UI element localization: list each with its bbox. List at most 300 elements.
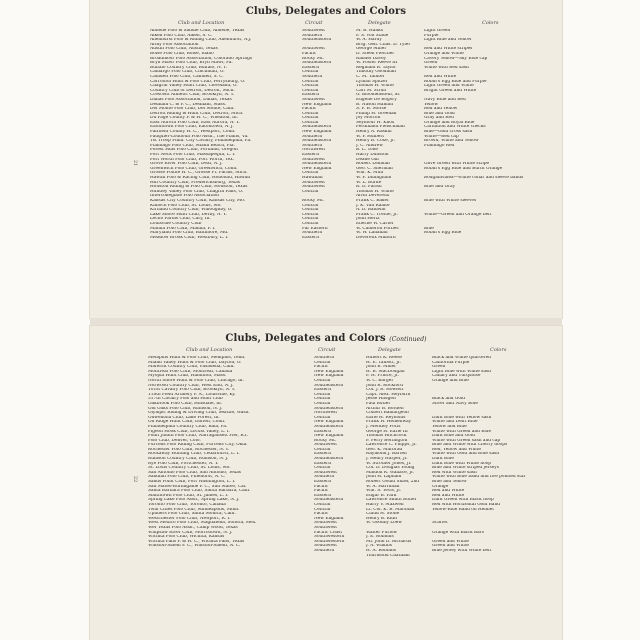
delegate-cell: W. Goodby Loew	[366, 521, 402, 526]
circuit-cell: Southwest	[314, 443, 337, 448]
club-cell: Chagrin Valley Hunt Club, Cleveland, O.	[150, 84, 238, 89]
colors-cell: Blue with White sleeves	[424, 198, 477, 203]
club-cell: Rye Polo Club, Portchester, N. Y.	[148, 461, 219, 466]
delegate-cell: J. E. Robbins	[366, 535, 394, 540]
club-cell: North Shore Hunt & Polo Club, Chicago, Ill.	[148, 378, 244, 383]
delegate-cell: W. Strother Jones, Jr.	[366, 461, 412, 466]
header-colors: Colors	[490, 347, 507, 353]
club-cell: Du Page County P. & H. C., Wheaton, Ill.	[150, 116, 238, 121]
colors-cell: Green and White	[432, 544, 469, 549]
circuit-cell: New England	[314, 369, 344, 374]
delegate-cell: Raymond J. Bartell	[366, 452, 407, 457]
club-cell: Dallas Polo Association, Dallas, Texas	[150, 97, 232, 102]
circuit-cell: Southwestern	[314, 539, 345, 544]
delegate-cell: W. F. Dillingham	[356, 176, 392, 180]
colors-cell: Orange and Royal Blue	[424, 120, 475, 125]
colors-cell: White with Green sash and cap	[432, 438, 501, 443]
delegate-cell: Earle H. Reynolds	[366, 415, 406, 420]
circuit-cell: Southwest	[302, 157, 325, 162]
delegate-cell: Lawrence Smith Butler	[366, 498, 417, 503]
delegate-cell: Randel Davey	[356, 56, 387, 61]
club-table	[90, 356, 562, 558]
club-cell: Detroit Riding & Hunt Club, Detroit, Mich.	[150, 111, 244, 116]
table-row	[90, 554, 562, 559]
club-cell: Camden Polo Club, Camden, S. C.	[150, 74, 224, 79]
club-cell: 101st Cavalry Polo Club, Brooklyn, N. Y.	[148, 388, 236, 393]
club-cell: Old Oaks Polo Club, Rumson, N. J.	[148, 406, 223, 411]
delegate-cell: F. H. Prince, Jr.	[366, 374, 399, 379]
circuit-cell: Southeastern	[314, 498, 344, 503]
club-cell: Manila Polo Club, Manila, P. I.	[150, 226, 216, 231]
club-cell: Del Monte Polo Club, Del Monte, Calif.	[150, 107, 235, 112]
club-cell: Intercollegiate Polo Association	[150, 194, 219, 199]
delegate-cell: Claud H. Stone	[366, 512, 400, 517]
delegate-cell: Lawrence C. Phipps, Jr.	[366, 443, 417, 448]
colors-cell: Blue	[424, 226, 434, 231]
header-circuit: Circuit	[305, 20, 323, 26]
club-cell: Fairfield County H. C., Westport, Conn.	[150, 130, 236, 135]
club-cell: Fort Worth Polo Club, Fort Worth, Tex.	[150, 157, 234, 162]
colors-cell: White—Red cap	[424, 134, 459, 139]
colors-cell: Brown, White and Yellow	[424, 139, 479, 144]
colors-cell: Canary and Turquoise	[432, 374, 481, 379]
club-cell: Midwick Country Club, Pasadena, Calif.	[148, 365, 235, 370]
delegate-cell: Thomas Hitchcock	[366, 434, 407, 439]
delegate-cell: Eugene De Bogory	[356, 97, 397, 102]
delegate-cell: W. A. Hardy	[356, 38, 382, 43]
circuit-cell: Central	[302, 120, 319, 125]
delegate-cell: Deane Gill	[356, 157, 379, 162]
club-cell: St. Louis Country Club, St. Louis, Mo.	[148, 466, 231, 471]
club-cell: Memphis Hunt & Polo Club, Memphis, Tenn.	[148, 356, 246, 360]
header-delegate: Delegate	[378, 347, 401, 353]
colors-cell: Blue and White with Cherry hoops	[432, 443, 508, 448]
club-cell: Grosse Pointe H. C., Grosse Pt. Farms, Mich.	[150, 171, 248, 176]
circuit-cell: Southwestern	[314, 535, 345, 540]
club-cell: Miami Valley Hunt & Polo Club, Dayton, O.	[148, 360, 242, 365]
colors-cell: Silver and Navy Blue	[432, 401, 478, 406]
club-cell: On Ridge Hunt Club, Darien, Conn.	[148, 420, 226, 425]
delegate-cell: Henry B. Coxe, Jr.	[356, 139, 396, 144]
delegate-cell: Robert Lehman	[356, 162, 390, 167]
colors-cell: California Purple	[432, 360, 470, 365]
club-cell: Lake Shore Hunt Club, Derby, N. Y.	[150, 212, 227, 217]
club-cell: 118th Field Artillery P. A., Louisville, Ky.	[148, 392, 236, 397]
club-cell: Greenwich Polo Club, Greenwich, Conn.	[150, 166, 238, 171]
club-cell: Toronto Polo Club, Toronto, Canada	[148, 503, 226, 507]
delegate-cell: Hubert K. Reese	[366, 356, 402, 360]
colors-cell: Red and White	[432, 493, 465, 498]
club-cell: Kinloch Polo Club, St. Louis, Mo.	[150, 203, 222, 208]
colors-cell: Yellow	[424, 102, 439, 107]
circuit-cell: Southwest	[302, 47, 325, 52]
colors-cell: Red and White	[432, 489, 465, 494]
delegate-cell: Frank C. Trefue, Jr.	[356, 212, 398, 217]
delegate-cell: Geo. C. Sherman	[356, 166, 393, 171]
delegate-cell: C. M. Tainter	[356, 74, 385, 79]
club-cell: Wichita Polo Club, Wichita, Kansas	[148, 535, 225, 540]
delegate-cell: Lt. Col. K. B. Marshall	[366, 507, 415, 512]
club-cell: West Mexico Polo Club, Magdalena, Sonora, Mex.	[148, 521, 257, 526]
delegate-cell: W. Foster Reeve III	[356, 61, 398, 66]
delegate-cell: Capt. Alex. Heyburn	[366, 392, 411, 397]
circuit-cell: Central	[302, 221, 319, 226]
colors-cell: Blue and White striped jerseys	[432, 466, 499, 471]
circuit-cell: Central	[302, 217, 319, 222]
circuit-cell: Central	[302, 70, 319, 75]
delegate-cell: Harry Dunston	[356, 153, 389, 158]
circuit-cell: Central	[314, 507, 331, 512]
delegate-cell: Timothy Goodman	[356, 70, 396, 75]
colors-cell: White with Red sash	[424, 65, 469, 70]
delegate-cell: John Hertz	[356, 217, 380, 222]
circuit-cell: New England	[314, 434, 344, 439]
colors-cell: White with Blue band and five pointed star	[432, 475, 526, 480]
colors-cell: Robin's Egg Blue and Burnt Orange	[424, 166, 503, 171]
circuit-cell: Hawaiian	[302, 176, 323, 180]
club-cell: Eatontown Polo Club, Eatontown, N. J.	[150, 125, 234, 130]
colors-cell: Robin's Egg Blue	[424, 231, 462, 236]
circuit-cell: Eastern	[302, 93, 319, 98]
club-cell: Purcells Polo Riding Club, Purcells City, Okla.	[148, 443, 248, 448]
circuit-cell: Eastern	[314, 388, 331, 393]
delegate-cell: H. A. Robbins	[366, 548, 396, 553]
page-gap	[90, 318, 562, 326]
colors-cell: Scarlet	[432, 521, 448, 526]
circuit-cell: Southeastern	[302, 61, 332, 66]
circuit-cell: Eastern	[314, 429, 331, 434]
colors-cell: Red, Yellow and White	[432, 447, 481, 452]
circuit-cell: Central	[302, 88, 319, 93]
circuit-cell: Eastern	[302, 153, 319, 158]
colors-cell: Dark Green with Black hoop	[432, 498, 494, 503]
club-cell: Sands Point Club, Port Washington, L. I.	[148, 480, 236, 485]
circuit-cell: Southwest	[302, 180, 325, 185]
colors-cell: Blue and Yellow	[432, 480, 467, 485]
delegate-cell: Col. J. R. Howlett	[366, 388, 404, 393]
colors-cell: Flamingo Red	[424, 143, 455, 148]
club-cell: Country Club of Detroit, Detroit, Mich.	[150, 88, 235, 93]
circuit-cell: Central	[302, 189, 319, 194]
circuit-cell: Southern	[302, 134, 323, 139]
club-cell: Huntley Valley Polo Club, Chagrin Falls, O.	[150, 189, 244, 194]
delegate-cell: Colbert Baillargeon	[366, 411, 409, 416]
circuit-cell: Southeastern	[314, 406, 344, 411]
circuit-cell: Pacific	[302, 107, 317, 112]
club-cell: Santa Barbara Polo Club, Santa Barbara, Calif.	[148, 489, 251, 494]
delegate-cell: John B. Miller	[366, 365, 397, 370]
table-row	[90, 236, 562, 241]
colors-cell: Olive Green with White stripe	[424, 162, 490, 167]
circuit-cell: Rocky Mt.	[302, 56, 325, 61]
club-cell: Carrolton Hunt & Polo Club, Perrysburg, O.	[150, 79, 246, 84]
delegate-cell: Devereux Milburn	[356, 235, 396, 240]
delegate-cell: Seymour H. Knox	[356, 120, 395, 125]
club-cell: Hawaii Polo & Racing Club, Honolulu, Hawaii	[150, 176, 250, 180]
delegate-cell: Edgar B. Park	[366, 493, 397, 498]
circuit-cell: Southeastern	[302, 38, 332, 43]
page-number: 21	[132, 159, 139, 167]
colors-cell: Yellow-Blue Band on Helmet	[432, 507, 495, 512]
delegate-cell: Col. D. Douglas Young	[366, 466, 415, 471]
circuit-cell: Eastern	[314, 452, 331, 457]
colors-cell: Red and White stripes	[424, 47, 473, 52]
delegate-cell: Joy Morton	[356, 116, 381, 121]
club-cell: Forest Hills Polo Club, Portland, Oregon	[150, 148, 238, 153]
club-cell: Spring Lake Polo Assn., Spring Lake, N. J.	[148, 498, 240, 503]
club-cell: Fauquier-Loudoun Polo Assn., The Plains, Va.	[150, 134, 249, 139]
delegate-cell: W. C. Barger	[366, 378, 394, 383]
delegate-cell: Lyman Spitzer	[356, 79, 388, 84]
colors-cell: Purple	[424, 33, 439, 38]
club-cell: Crescent Athletic Club, Brooklyn, N. Y.	[150, 93, 235, 98]
colors-cell: Orange	[432, 484, 449, 489]
delegate-cell: Walter Furlow	[366, 530, 398, 535]
delegate-cell: George Miller	[356, 47, 387, 52]
club-cell: Houston Riding & Polo Club, Houston, Texas	[150, 185, 248, 190]
club-cell: Whipsaw River Club, Morristown, N. J.	[148, 530, 233, 535]
circuit-cell: Northwest	[302, 148, 326, 153]
page-subtitle: (Continued)	[389, 336, 427, 343]
colors-cell: Blue and Gold	[424, 111, 455, 116]
colors-cell: Red and White	[424, 74, 457, 79]
club-cell: Lecho Farms Club, Cary, Ill.	[150, 217, 211, 222]
delegate-cell: Alvin Devereux	[356, 194, 390, 199]
club-cell: Austin Polo Club, Austin, Texas	[150, 47, 218, 52]
colors-cell: Carnation and White checks	[424, 125, 486, 130]
circuit-cell: Southern	[302, 74, 323, 79]
circuit-cell: Eastern	[302, 65, 319, 70]
club-cell: Rockaway Hunting Club, Cedarhurst, L. I.	[148, 452, 240, 457]
delegate-cell: M. B. Hanks	[356, 29, 383, 33]
colors-cell: Green	[424, 61, 438, 66]
delegate-cell: John H. Lapham	[366, 475, 402, 480]
circuit-cell: Southern	[314, 475, 335, 480]
colors-cell: Navy Blue and Red	[424, 97, 466, 102]
colors-cell: Cavery Yellow—Sky Blue cap	[424, 56, 488, 61]
colors-cell: Light Blue and Yellow	[424, 38, 472, 43]
circuit-cell: New England	[302, 130, 332, 135]
colors-cell: Robin's Egg Blue and Purple	[424, 79, 487, 84]
column-headers	[90, 347, 562, 355]
circuit-cell: Southern	[302, 231, 323, 236]
colors-cell: Blue jersey with White belt	[432, 548, 492, 553]
colors-cell: Black and White quartered	[432, 356, 491, 360]
circuit-cell: Central	[314, 397, 331, 402]
colors-cell: Red and Yellow	[424, 107, 458, 112]
club-cell: Aiken Polo Club, Aiken, S. C.	[150, 33, 213, 38]
club-cell: Westchester Polo Club, Newport, R. I.	[148, 516, 231, 521]
delegate-cell: Frank H. Hemenway	[366, 420, 412, 425]
delegate-cell: H. B. MacDougall	[366, 369, 405, 374]
delegate-cell: Thurmond Chatham	[366, 553, 410, 558]
club-cell: Kirtland Country Club, Willoughby, O.	[150, 208, 233, 213]
club-cell: Rumson Country Club, Rumson, N. J.	[148, 457, 229, 462]
club-cell: Maryland Polo Club, Baltimore, Md.	[150, 231, 229, 236]
delegate-cell: F. Perry Berlington	[366, 438, 408, 443]
club-cell: Montreal Polo Club, Montreal, Canada	[148, 369, 233, 374]
circuit-cell: Pacific	[314, 365, 329, 370]
circuit-cell: Southern	[314, 356, 335, 360]
delegate-cell: J. C. Andrew	[356, 143, 383, 148]
delegate-cell: B. Nason Hamlin	[356, 102, 394, 107]
top-page	[90, 0, 562, 318]
club-cell: Onwentsia Club, Lake Forest, Ill.	[148, 415, 220, 420]
circuit-cell: Central	[302, 116, 319, 121]
club-cell: Rochester Polo Club, Rochester, N. Y.	[148, 447, 230, 452]
circuit-cell: Eastern	[314, 461, 331, 466]
colors-cell: White with Gold and Blue sash	[432, 452, 500, 457]
delegate-cell: Brig. Gen. Chas. D. Tyler	[356, 42, 411, 47]
circuit-cell: Pacific	[314, 484, 329, 489]
circuit-cell: Central	[314, 360, 331, 365]
club-cell: Army Polo Association	[150, 42, 199, 47]
delegate-cell: W. P. Hulbert	[356, 134, 385, 139]
circuit-cell: Southwest	[302, 185, 325, 190]
colors-cell: White—Green and Orange belt	[424, 212, 492, 217]
delegate-cell: Ellerbe W. Carter	[356, 221, 394, 226]
club-cell: Smithtown Polo Club, St. James, L. I.	[148, 493, 229, 498]
circuit-cell: Eastern	[314, 493, 331, 498]
delegate-cell: Arthur B. Borden	[366, 406, 404, 411]
delegate-cell: D. Steen Fletcher	[356, 51, 395, 56]
colors-cell: Green	[432, 365, 446, 370]
delegate-cell: R. D. Parish	[356, 185, 382, 190]
colors-cell: Dark Blue with Yellow sash	[432, 415, 492, 420]
circuit-cell: New England	[302, 102, 332, 107]
club-cell: Kansas City Country Club, Kansas City, Mo.	[150, 198, 246, 203]
circuit-cell: Southwest	[302, 97, 325, 102]
page-title-text: Clubs, Delegates and Colors	[225, 333, 386, 344]
colors-cell: Yellow and Blue	[432, 424, 467, 429]
circuit-cell: Rocky Mt.	[314, 438, 337, 443]
delegate-cell: Phillip H. Greenan	[356, 111, 397, 116]
colors-cell: Orange and White	[424, 51, 464, 56]
club-cell: Fort Neck Polo Club, Massapequa, L. I.	[150, 153, 236, 158]
colors-cell: Dark Blue with White hoop	[432, 461, 492, 466]
club-cell: Allenhurst Polo & Riding Club, Allenhurst, N.J.	[150, 38, 252, 43]
delegate-cell: J. K. Van Raalte	[356, 203, 390, 208]
delegate-cell: W. L. Burke	[356, 180, 382, 185]
colors-cell: Green and White	[432, 539, 469, 544]
colors-cell: Blue and Gray	[424, 185, 456, 190]
circuit-cell: Central	[302, 208, 319, 213]
club-cell: 1st Troop Phila. City Cavalry, Philadelphia, Pa.	[150, 139, 252, 144]
colors-cell: Orange with Black Bars	[432, 530, 484, 535]
club-cell: Broadmoor Polo Association, Colorado Springs	[150, 56, 253, 61]
delegate-cell: Geo. K. Marbrad	[366, 447, 403, 452]
delegate-cell: Mr. John D. Richards	[366, 539, 412, 544]
circuit-cell: Central	[302, 203, 319, 208]
club-cell: Sandhill Polo Club, Pinehurst, N. C.	[148, 475, 226, 480]
club-cell: Wichita Falls P. & H. C., Wichita Falls, Texas	[148, 539, 245, 544]
circuit-cell: Southwest	[314, 521, 337, 526]
delegate-cell: Wm. S. Tevis, Jr.	[366, 489, 402, 494]
delegate-cell: Robert Gould Shaw, 2nd	[366, 480, 419, 485]
circuit-cell: Rocky Mt.	[302, 198, 325, 203]
delegate-cell: Frank C. Baker	[356, 198, 390, 203]
header-circuit: Circuit	[318, 347, 336, 353]
club-cell: Upllders Polo Club, Santa Monica, Calif.	[148, 512, 236, 517]
page-number: 22	[132, 475, 139, 483]
delegate-cell: W. W. Lanahan	[356, 231, 388, 236]
delegate-cell: S. F. B. Morse	[356, 107, 387, 112]
circuit-cell: Central	[314, 392, 331, 397]
circuit-cell: New England	[314, 516, 344, 521]
delegate-cell: G. Bloomenstein, Sr.	[356, 93, 401, 98]
circuit-cell: New England	[314, 420, 344, 425]
club-cell: Winston-Salem P. C., Winston-Salem, N. C.	[148, 544, 241, 549]
circuit-cell: Central	[314, 415, 331, 420]
circuit-cell: Southeastern	[302, 125, 332, 130]
circuit-cell: Southwest	[314, 544, 337, 549]
club-cell: Boise Polo Club, Boise, Idaho	[150, 51, 214, 56]
club-cell: Camargo Polo Club, Cincinnati, O.	[150, 70, 225, 75]
delegate-cell: Ferdinand Fleischman	[356, 125, 405, 130]
club-cell: Philadelphia Country Club, Bala, Pa.	[148, 424, 228, 429]
delegate-cell: Thomas H. White	[356, 189, 394, 194]
circuit-cell: Northwest	[314, 411, 338, 416]
circuit-cell: Southern	[302, 143, 323, 148]
delegate-cell: John R. Rockford	[366, 383, 403, 388]
page-title: Clubs, Delegates and Colors	[245, 6, 407, 17]
colors-cell: Blue—Gold cross sash	[424, 130, 473, 135]
delegate-cell: Jesse Haugen	[366, 397, 396, 402]
circuit-cell: Central	[302, 212, 319, 217]
colors-cell: Light Blue with White sash	[432, 369, 491, 374]
circuit-cell: New England	[314, 374, 344, 379]
colors-cell: Red with White sash	[432, 470, 477, 475]
club-cell: Louisville Country Club	[150, 221, 202, 226]
club-cell: Pigeon Hook Club, Locust Valley, L. I.	[148, 429, 230, 434]
colors-cell: Bougainvillea—White collar and sleeve bands	[424, 176, 524, 180]
circuit-cell: Central	[314, 503, 331, 507]
circuit-cell: Southeastern	[314, 457, 344, 462]
club-cell: Olympic Riding & Driving Club, Seattle, Wash.	[148, 411, 250, 416]
delegate-cell: J. Merkley Potts	[366, 424, 401, 429]
delegate-cell: Henry A. Raskin	[356, 130, 392, 135]
delegate-cell: W. A. Harriman	[366, 484, 400, 489]
club-cell: Norwood Country Club, West End, N. J.	[148, 383, 234, 388]
circuit-cell: Southwest	[314, 525, 337, 530]
delegate-cell: J. Henry Harper, Jr.	[366, 457, 408, 462]
delegate-cell: J. A. Wilkins	[366, 544, 392, 549]
club-cell: Grove River Polo Club, Deal, N. J.	[150, 162, 223, 167]
delegate-cell: Paul Butler	[366, 401, 391, 406]
club-cell: Oakbrook Polo Club, Hinsdale, Ill.	[148, 401, 223, 406]
circuit-cell: Southern	[302, 33, 323, 38]
colors-cell: Light Green	[424, 29, 451, 33]
bottom-page	[90, 326, 562, 640]
circuit-cell: Southeastern	[302, 139, 332, 144]
delegate-cell: Thomas H. White	[356, 84, 394, 89]
circuit-cell: Southeastern	[302, 162, 332, 167]
club-cell: Abilene Polo & Saddle Club, Abilene, Texas	[150, 29, 245, 33]
circuit-cell: Eastern	[314, 480, 331, 485]
club-cell: San Mateo-Burlingame P. C., San Mateo, Cal.	[148, 484, 247, 489]
colors-cell: Gray and Red	[424, 116, 454, 121]
delegate-cell: George H. Earle III	[366, 429, 408, 434]
circuit-cell: Central	[314, 466, 331, 471]
column-headers	[90, 20, 562, 28]
header-delegate: Delegate	[368, 20, 391, 26]
delegate-cell: H. E. Talbott, Jr.	[366, 360, 402, 365]
club-cell: Flamingo Polo Club, Miami Beach, Fla.	[150, 143, 235, 148]
delegate-cell: Reginald B. Taylor	[356, 65, 397, 70]
club-cell: Wer Texas Polo Assn., Camp Wood, Texas	[148, 525, 238, 530]
circuit-cell: Far Eastern	[302, 226, 328, 231]
club-cell: Myopia Hunt Club, Hamilton, Mass.	[148, 374, 227, 379]
